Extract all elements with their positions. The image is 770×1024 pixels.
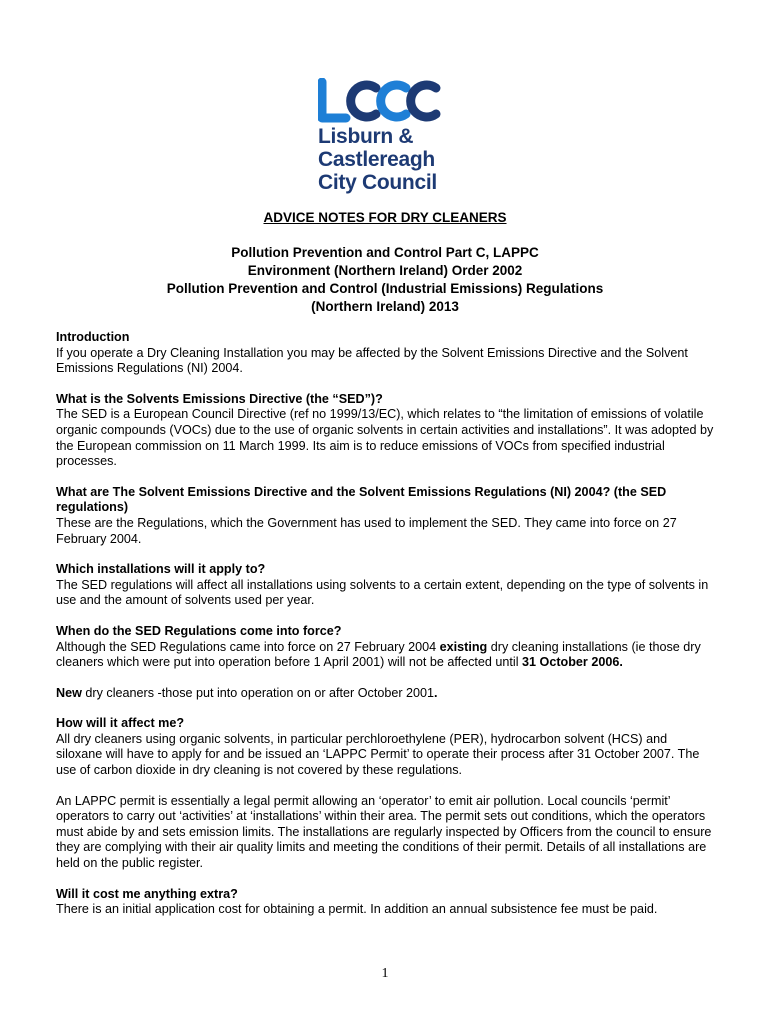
text-run-bold: . [434, 685, 438, 700]
section-come-into-force [56, 624, 716, 671]
section-heading: What is the Solvents Emissions Directive (the “SED”)? [56, 391, 383, 406]
council-logo [318, 78, 458, 196]
subtitle-line: Pollution Prevention and Control Part C, LAPPC [231, 245, 539, 260]
section-heading: How will it affect me? [56, 716, 185, 731]
lccc-logo-mark [318, 78, 448, 124]
text-run: Although the SED Regulations came into force on 27 February 2004 [56, 639, 440, 654]
section-paragraph [56, 640, 716, 671]
text-run-bold: 31 October 2006. [522, 655, 623, 670]
section-which-installations [56, 562, 716, 609]
text-run: dry cleaners -those put into operation on or after October 2001 [81, 685, 435, 700]
text-run: dry cleaning installations (ie those dry cleaners which were put into operation before 1 April 2001) will not be affected until [56, 639, 701, 670]
section-paragraph [56, 686, 716, 702]
section-introduction [56, 330, 716, 377]
logo-line-3: City Council [318, 171, 437, 194]
section-heading: What are The Solvent Emissions Directive and the Solvent Emissions Regulations (NI) 2004? (the SED regulations) [56, 484, 667, 515]
page-number: 1 [381, 966, 389, 981]
subtitle-line: (Northern Ireland) 2013 [311, 299, 459, 314]
document-subtitle [0, 244, 770, 316]
text-run-bold: existing [439, 639, 488, 654]
section-cost [56, 887, 716, 918]
section-what-is-sed [56, 392, 716, 470]
section-heading: Introduction [56, 330, 130, 344]
section-new-dry-cleaners [56, 686, 716, 702]
section-paragraph: The SED regulations will affect all installations using solvents to a certain extent, depending on the type of solvents in use and the amount of solvents used per year. [56, 577, 709, 608]
logo-line-2: Castlereagh [318, 148, 435, 171]
section-paragraph: There is an initial application cost for obtaining a permit. In addition an annual subsistence fee must be paid. [56, 902, 658, 917]
text-run-bold: New [56, 685, 82, 700]
section-paragraph: If you operate a Dry Cleaning Installation you may be affected by the Solvent Emissions Directive and the Solvent Emissions Regulations (NI) 2004. [56, 345, 688, 376]
document-title: ADVICE NOTES FOR DRY CLEANERS [263, 210, 507, 225]
subtitle-line: Pollution Prevention and Control (Industrial Emissions) Regulations [166, 281, 604, 296]
section-heading: Will it cost me anything extra? [56, 886, 238, 901]
subtitle-line: Environment (Northern Ireland) Order 2002 [247, 263, 523, 278]
section-heading: When do the SED Regulations come into force? [56, 623, 342, 638]
section-heading: Which installations will it apply to? [56, 562, 266, 577]
logo-line-1: Lisburn & [318, 125, 414, 148]
section-how-affect [56, 716, 716, 778]
section-paragraph: The SED is a European Council Directive (ref no 1999/13/EC), which relates to “the limitation of emissions of volatile organic compounds (VOCs) due to the use of organic solvents in certain activities and installations”. It was adopted by the European commission on 11 March 1999. Its aim is to reduce emissions of VOCs from specified industrial processes. [56, 407, 714, 469]
section-paragraph: These are the Regulations, which the Government has used to implement the SED. They came into force on 27 February 2004. [56, 515, 677, 546]
document-body [56, 330, 716, 933]
section-paragraph: An LAPPC permit is essentially a legal permit allowing an ‘operator’ to emit air pollution. Local councils ‘permit’ operators to carry out ‘activities’ at ‘installations’ within their area. The permit sets out conditions, which the operators must abide by and sets emission limits. The installations are regularly inspected by Officers from the council to ensure they are complying with their air quality limits and meeting the conditions of their permit. Details of all installations are held on the public register. [56, 793, 712, 871]
section-lappc-permit [56, 794, 716, 872]
section-sed-regulations [56, 485, 716, 547]
section-paragraph: All dry cleaners using organic solvents, in particular perchloroethylene (PER), hydrocarbon solvent (HCS) and siloxane will have to apply for and be issued an ‘LAPPC Permit’ to operate their process after 31 October 2007. The use of carbon dioxide in dry cleaning is not covered by these regulations. [56, 731, 700, 778]
